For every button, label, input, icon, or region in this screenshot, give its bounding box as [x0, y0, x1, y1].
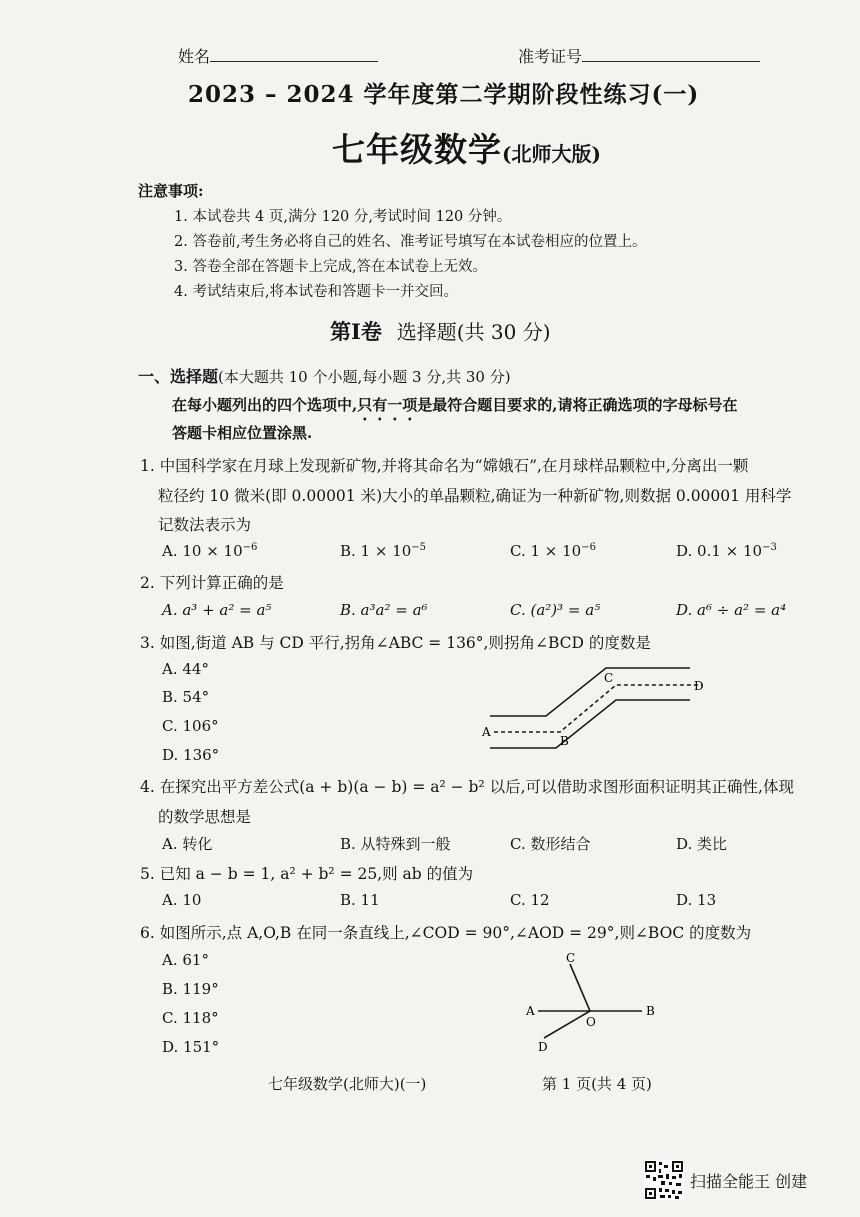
name-label: 姓名: [178, 47, 211, 66]
question-5-stem: 5. 已知 a − b = 1, a² + b² = 25,则 ab 的值为: [140, 865, 474, 883]
q2-option-d[interactable]: D. a⁶ ÷ a² = a⁴: [676, 601, 787, 619]
q6-option-c[interactable]: C. 118°: [162, 1009, 219, 1027]
question-6-stem: 6. 如图所示,点 A,O,B 在同一条直线上,∠COD = 90°,∠AOD = 29°,则∠BOC 的度数为: [140, 924, 752, 942]
q6-option-d[interactable]: D. 151°: [162, 1038, 220, 1056]
q1-option-b[interactable]: B. $1 \times 10^{-5}$: [340, 542, 427, 560]
question-1-line: 1. 中国科学家在月球上发现新矿物,并将其命名为“嫦娥石”,在月球样品颗粒中,分离出一颗: [140, 457, 749, 475]
note-item: 2. 答卷前,考生务必将自己的姓名、准考证号填写在本试卷相应的位置上。: [174, 234, 647, 250]
q2-option-b[interactable]: B. a³a² = a⁶: [340, 601, 428, 619]
footer-left: 七年级数学(北师大)(一): [268, 1075, 427, 1093]
volume-title: 第Ⅰ卷: [330, 319, 382, 344]
angle-figure: [522, 950, 672, 1055]
q5-option-a[interactable]: A. 10: [162, 891, 202, 909]
q5-option-c[interactable]: C. 12: [510, 891, 550, 909]
note-item: 1. 本试卷共 4 页,满分 120 分,考试时间 120 分钟。: [174, 209, 512, 225]
question-4-line1: 4. 在探究出平方差公式(a + b)(a − b) = a² − b² 以后,可以借助求图形面积证明其正确性,体现: [140, 778, 794, 796]
q3-option-c[interactable]: C. 106°: [162, 717, 219, 735]
exam-id-field: [518, 44, 760, 67]
q2-option-a[interactable]: A. a³ + a² = a⁵: [162, 601, 272, 619]
footer-right: 第 1 页(共 4 页): [542, 1075, 652, 1093]
q3-option-d[interactable]: D. 136°: [162, 746, 220, 764]
q6-option-a[interactable]: A. 61°: [162, 951, 209, 969]
point-c-label: C: [566, 951, 576, 965]
note-item: 4. 考试结束后,将本试卷和答题卡一并交回。: [174, 284, 459, 300]
emphasized-text: 只有一项: [357, 396, 418, 414]
street-figure: [480, 660, 720, 755]
subject-edition: (北师大版): [502, 142, 601, 166]
section-instructions-line2: 答题卡相应位置涂黑.: [172, 424, 313, 442]
street-edge-bottom: [490, 700, 690, 748]
point-d-label: D: [538, 1040, 548, 1054]
exam-id-label: 准考证号: [518, 47, 583, 66]
point-b-label: B: [646, 1004, 655, 1018]
q1-option-d[interactable]: D. $0.1 \times 10^{-3}$: [676, 542, 777, 560]
question-1-line: 记数法表示为: [158, 516, 252, 534]
volume-heading: [330, 316, 551, 346]
q4-option-d[interactable]: D. 类比: [676, 835, 728, 853]
section-heading: [138, 364, 511, 387]
volume-subtitle: 选择题(共 30 分): [396, 320, 551, 344]
subject-title: [332, 124, 601, 171]
q5-option-b[interactable]: B. 11: [340, 891, 380, 909]
q3-option-a[interactable]: A. 44°: [162, 660, 209, 678]
q4-option-a[interactable]: A. 转化: [162, 835, 213, 853]
question-4-line2: 的数学思想是: [158, 808, 252, 826]
q6-option-b[interactable]: B. 119°: [162, 980, 219, 998]
point-c-label: C: [604, 671, 614, 685]
name-field: [178, 44, 378, 67]
question-2-stem: 2. 下列计算正确的是: [140, 574, 284, 592]
section-info: (本大题共 10 个小题,每小题 3 分,共 30 分): [218, 368, 511, 386]
q2-option-c[interactable]: C. (a²)³ = a⁵: [510, 601, 601, 619]
q1-option-a[interactable]: A. $10 \times 10^{-6}$: [162, 542, 258, 560]
point-d-label: D: [694, 679, 704, 693]
point-a-label: A: [482, 725, 491, 739]
q4-option-c[interactable]: C. 数形结合: [510, 835, 591, 853]
q5-option-d[interactable]: D. 13: [676, 891, 717, 909]
point-a-label: A: [526, 1004, 535, 1018]
q1-option-c[interactable]: C. $1 \times 10^{-6}$: [510, 542, 596, 560]
point-o-label: O: [586, 1015, 596, 1029]
street-center-dashed: [494, 685, 702, 732]
question-1-line: 粒径约 10 微米(即 0.00001 米)大小的单晶颗粒,确证为一种新矿物,则数据 0.00001 用科学: [158, 487, 792, 505]
section-label: 一、选择题: [138, 367, 219, 386]
ray-od: [544, 1011, 590, 1038]
notes-heading: 注意事项:: [138, 182, 204, 200]
ray-oc: [570, 964, 590, 1011]
q3-option-b[interactable]: B. 54°: [162, 688, 210, 706]
subject-main: 七年级数学: [332, 130, 502, 169]
point-b-label: B: [560, 734, 569, 748]
watermark-text: 扫描全能王 创建: [690, 1171, 808, 1191]
street-edge-top: [490, 668, 690, 716]
q4-option-b[interactable]: B. 从特殊到一般: [340, 835, 451, 853]
exam-title: 2023 – 2024 学年度第二学期阶段性练习(一): [188, 81, 700, 108]
name-blank[interactable]: [210, 47, 378, 62]
note-item: 3. 答卷全部在答题卡上完成,答在本试卷上无效。: [174, 259, 488, 275]
qr-code-icon: [644, 1160, 684, 1200]
exam-id-blank[interactable]: [582, 47, 760, 62]
watermark: [644, 1160, 807, 1200]
section-instructions: 在每小题列出的四个选项中,只有一项是最符合题目要求的,请将正确选项的字母标号在: [172, 396, 738, 414]
question-3-stem: 3. 如图,街道 AB 与 CD 平行,拐角∠ABC = 136°,则拐角∠BCD 的度数是: [140, 634, 651, 652]
